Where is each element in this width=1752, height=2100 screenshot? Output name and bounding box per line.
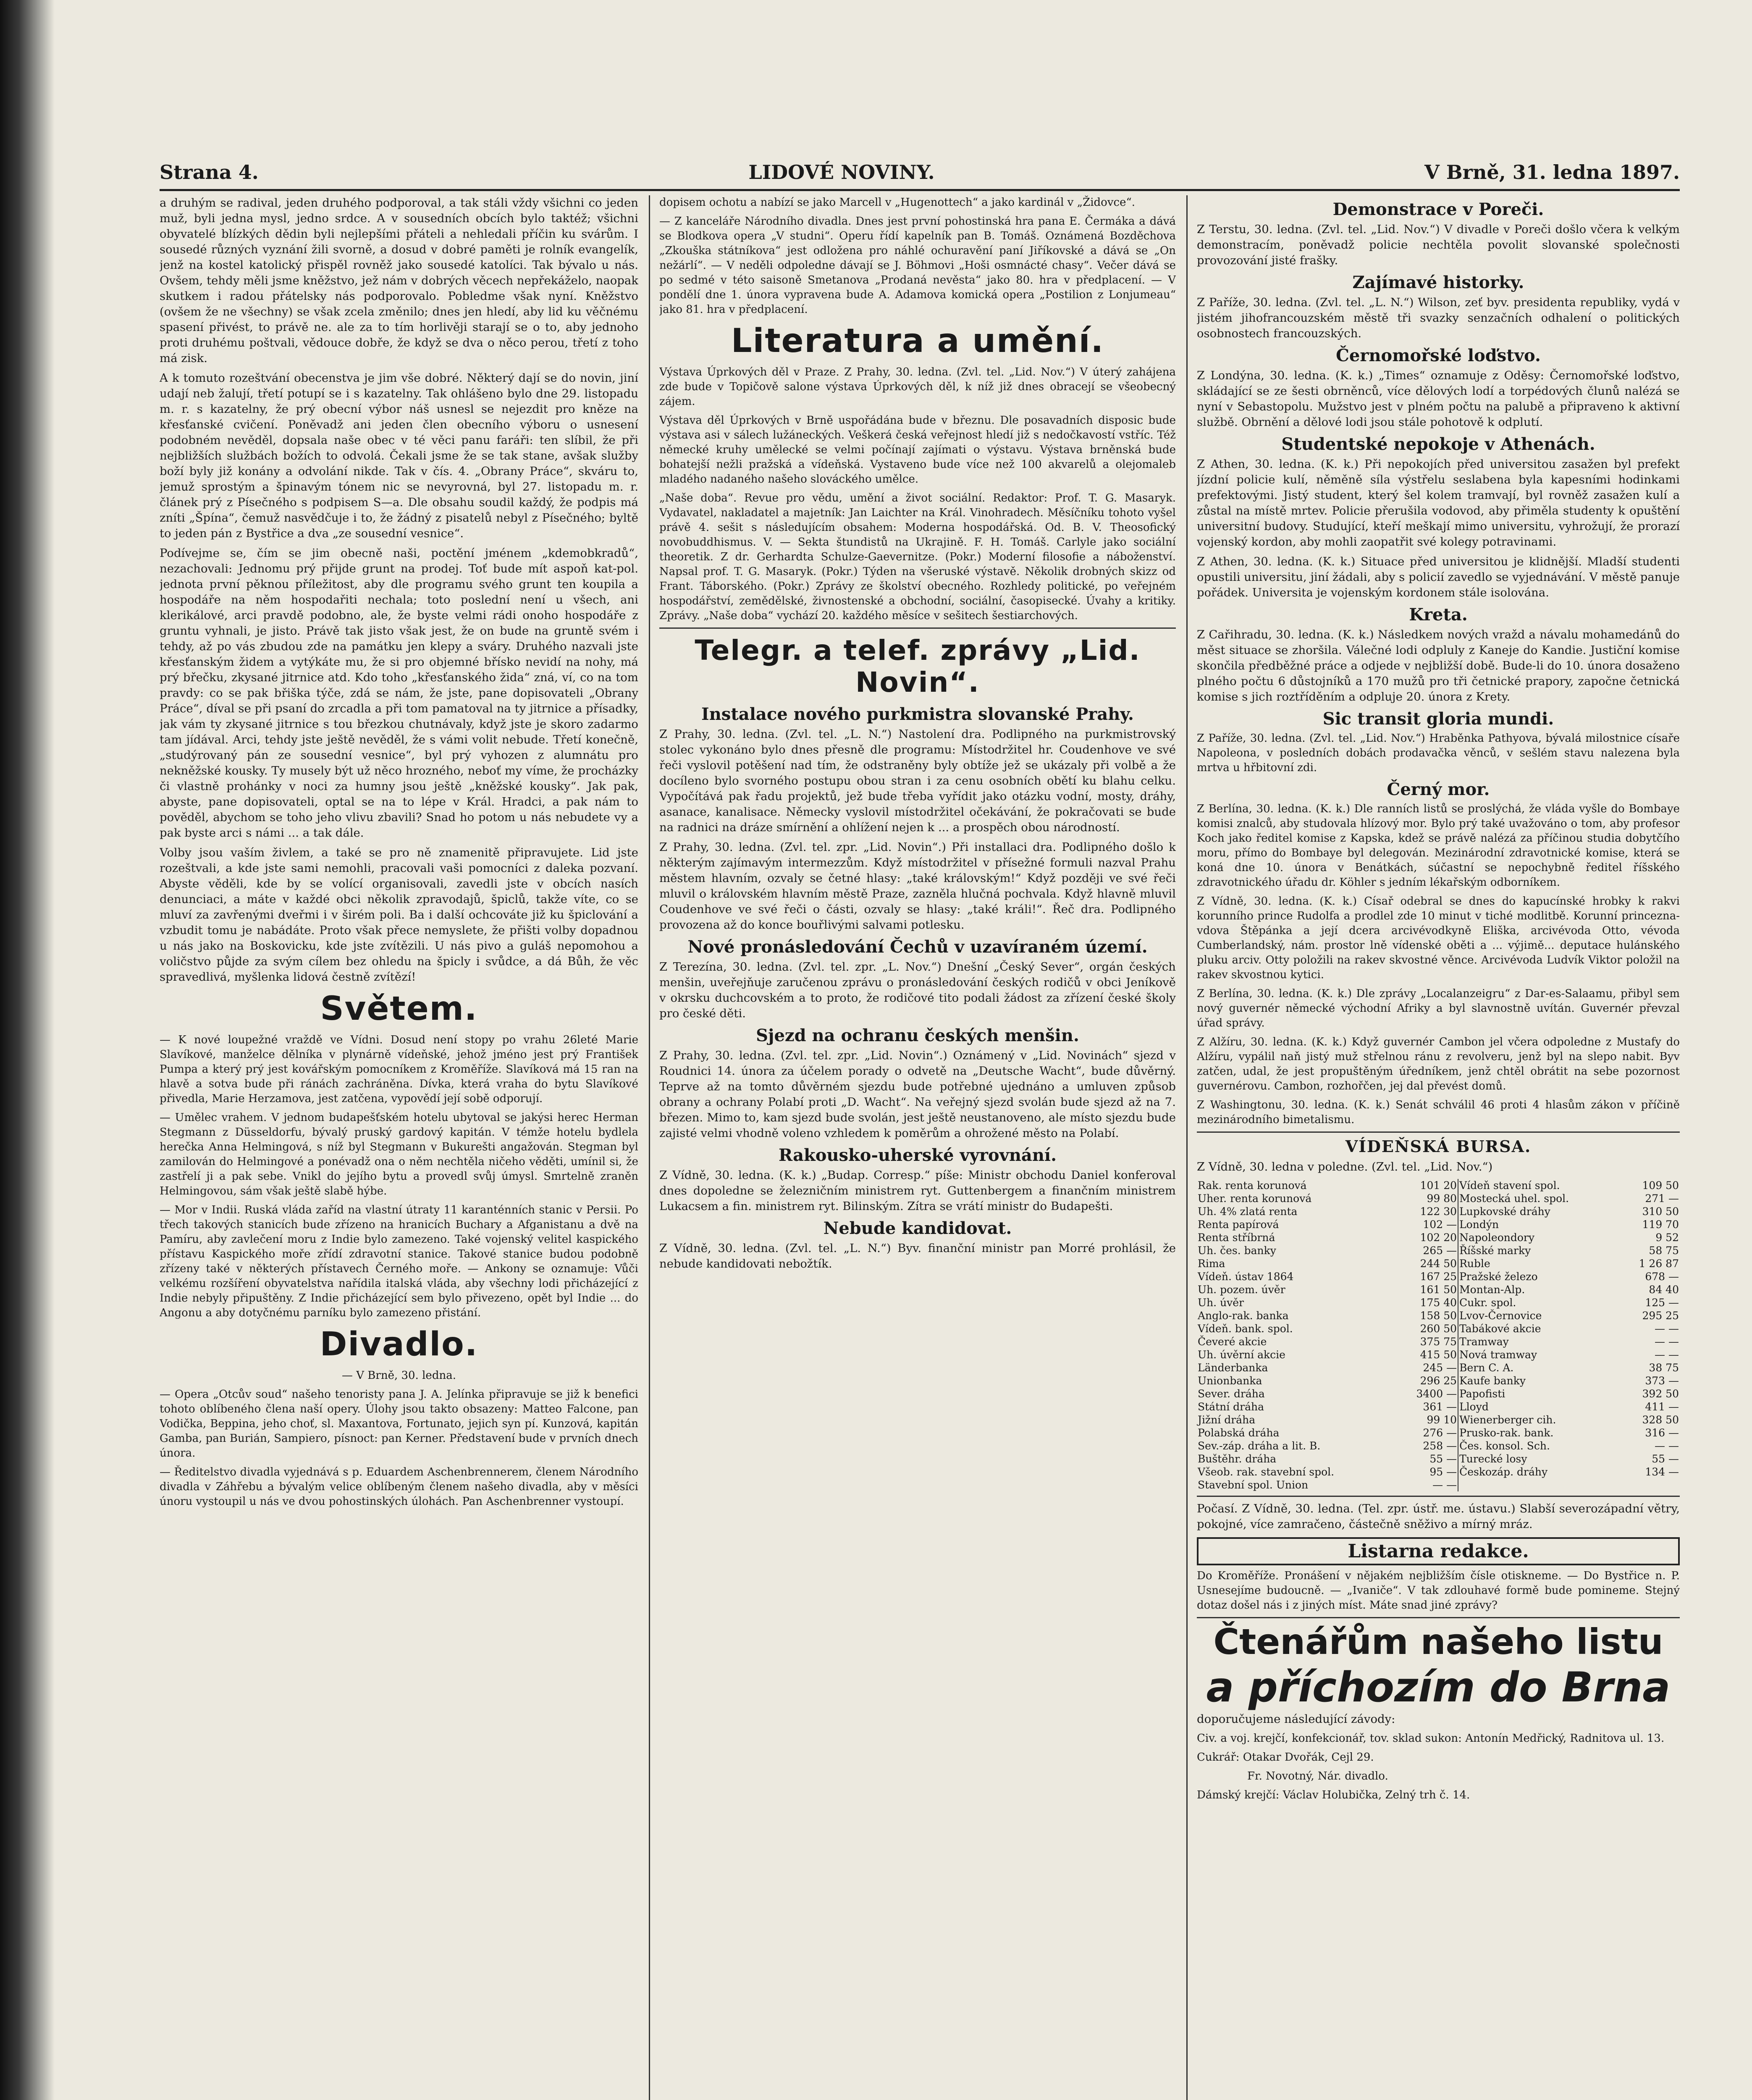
bursa-row — [1197, 1322, 1680, 1335]
article-paragraph: Z Athen, 30. ledna. (K. k.) Situace před universitou je klidnější. Mladší studenti opustili universitu, jiní žádali, aby s policií zavedlo se vyjednávání. V městě panuje pořádek. Universita je vojenským kordonem stále isolována. — [1197, 555, 1680, 599]
bursa-security-name: Čeveré akcie — [1198, 1336, 1267, 1348]
bursa-security-name: Cukr. spol. — [1458, 1296, 1619, 1309]
advert-entry: Dámský krejčí: Václav Holubička, Zelný trh č. 14. — [1197, 1789, 1470, 1801]
bursa-security-name: Uh. úvěr — [1198, 1297, 1244, 1309]
advert-banner-line2: a příchozím do Brna — [1206, 1664, 1671, 1712]
bursa-security-name: Vídeň. ústav 1864 — [1198, 1270, 1294, 1283]
bursa-security-price: 134 — — [1645, 1466, 1679, 1478]
bursa-security-name: Sev.-záp. dráha a lit. B. — [1198, 1440, 1321, 1452]
bursa-security-name: Sever. dráha — [1198, 1388, 1265, 1400]
news-item: Výstava Úprkových děl v Praze. Z Prahy, 30. ledna. (Zvl. tel. „Lid. Nov.“) V úterý zahájena zde bude v Topičově salone výstava Úprkových děl, k níž již dnes obracejí se všeobecný zájem. — [659, 366, 1176, 408]
bursa-security-price: 158 50 — [1420, 1310, 1457, 1322]
bursa-security-name: Lloyd — [1458, 1400, 1619, 1413]
bursa-security-price: 316 — — [1645, 1427, 1679, 1439]
column-3 — [1197, 195, 1680, 2100]
bursa-security-price: 9 52 — [1655, 1231, 1679, 1244]
article-paragraph: Z Terstu, 30. ledna. (Zvl. tel. „Lid. Nov.“) V divadle v Poreči došlo včera k velkým demonstracím, poněvadž policie nechtěla povolit slovanské společnosti provozování jisté frašky. — [1197, 223, 1680, 267]
news-item: — Ředitelstvo divadla vyjednává s p. Eduardem Aschenbrennerem, členem Národního divadla v Záhřebu a bývalým velice oblíbeným členem našeho divadla, aby v měsíci únoru vystoupil u nás ve dvou pohostinských úlohách. Pan Aschenbrenner vystoupí. — [160, 1466, 638, 1508]
bursa-security-price: 102 20 — [1420, 1231, 1457, 1244]
bursa-security-name: Unionbanka — [1198, 1375, 1262, 1387]
bursa-security-name: Prusko-rak. bank. — [1458, 1426, 1619, 1439]
section-divider — [659, 627, 1176, 629]
bursa-security-price: 328 50 — [1642, 1414, 1679, 1426]
bursa-security-price: 411 — — [1645, 1401, 1679, 1413]
bursa-security-price: 245 — — [1423, 1362, 1457, 1374]
column-1 — [160, 195, 638, 2100]
bursa-security-price: — — — [1655, 1323, 1679, 1335]
bursa-security-price: 373 — — [1645, 1375, 1679, 1387]
section-divider — [1197, 1496, 1680, 1497]
bursa-security-name: Länderbanka — [1198, 1362, 1268, 1374]
bursa-security-name: Wienerberger cih. — [1458, 1413, 1619, 1426]
bursa-security-price: 167 25 — [1420, 1270, 1457, 1283]
bursa-heading: VÍDEŇSKÁ BURSA. — [1345, 1137, 1532, 1156]
bursa-security-price: — — — [1655, 1336, 1679, 1348]
headline: Rakousko-uherské vyrovnání. — [778, 1145, 1057, 1165]
bursa-security-name: Londýn — [1458, 1218, 1619, 1231]
dateline: — V Brně, 30. ledna. — [342, 1369, 456, 1382]
bursa-row — [1197, 1205, 1680, 1218]
bursa-security-price — [1619, 1478, 1680, 1491]
headline: Studentské nepokoje v Athenách. — [1281, 434, 1595, 454]
listarna-heading: Listarna redakce. — [1197, 1537, 1680, 1565]
section-heading-telegrams: Telegr. a telef. zprávy „Lid. Novin“. — [695, 634, 1141, 698]
bursa-row — [1197, 1231, 1680, 1244]
weather-report: Počasí. Z Vídně, 30. ledna. (Tel. zpr. ústř. me. ústavu.) Slabší severozápadní větry, pokojné, více zamračeno, částečně sněživo a mírný mráz. — [1197, 1502, 1680, 1531]
headline: Demonstrace v Poreči. — [1332, 200, 1544, 219]
bursa-row — [1197, 1192, 1680, 1205]
bursa-table — [1197, 1179, 1680, 1491]
article-paragraph: Z Vídně, 30. ledna. (Zvl. tel. „L. N.“) Byv. finanční ministr pan Morré prohlásil, že nebude kandidovati nebožtík. — [659, 1242, 1176, 1270]
bursa-row — [1197, 1309, 1680, 1322]
bursa-security-price: 244 50 — [1420, 1257, 1457, 1270]
bursa-row — [1197, 1387, 1680, 1400]
bursa-security-name: Buštěhr. dráha — [1198, 1453, 1277, 1465]
article-paragraph: Z Paříže, 30. ledna. (Zvl. tel. „L. N.“) Wilson, zeť byv. presidenta republiky, vydá v jistém jihofrancouzském městě tři svazky senzačních odhalení o politických osobnostech francouzských. — [1197, 296, 1680, 340]
bursa-security-name: Polabská dráha — [1198, 1427, 1280, 1439]
news-item: — Opera „Otcův soud“ našeho tenoristy pana J. A. Jelínka připravuje se již k benefici tohoto oblíbeného člena naší opery. Úlohy jsou takto obsazeny: Matteo Falcone, pan Vodička, Beppina, jeho choť, sl. Maxantova, Fortunato, jejich syn pí. Kunzová, kapitán Gamba, pan Burián, Sampiero, písnoct: pan Kerner. Představení bude v prvních dnech února. — [160, 1388, 638, 1460]
header-rule — [160, 189, 1680, 191]
headline: Nebude kandidovat. — [823, 1218, 1012, 1238]
bursa-row — [1197, 1348, 1680, 1361]
page-header — [160, 160, 1680, 185]
article-paragraph: Z Cařihradu, 30. ledna. (K. k.) Následkem nových vražd a návalu mohamedánů do měst situace se zhoršila. Válečné lodi odpluly z Kaneje do Kandie. Justiční komise skončila předběžné práce a odjede v nejbližší době. Bude-li do 10. února dosaženo plného počtu 6 důstojníků a 170 mužů pro tři četnické prapory, započne četnická komise s jich roztříděním a odpluje 20. února z Krety. — [1197, 628, 1680, 704]
bursa-security-price: 265 — — [1423, 1244, 1457, 1257]
bursa-security-name: Uh. 4% zlatá renta — [1198, 1205, 1298, 1218]
masthead-title: LIDOVÉ NOVINY. — [748, 161, 935, 184]
bursa-security-name: Uh. úvěrní akcie — [1198, 1349, 1285, 1361]
article-paragraph: Z Terezína, 30. ledna. (Zvl. tel. zpr. „L. Nov.“) Dnešní „Český Sever“, orgán českých menšin, uveřejňuje zaručenou zprávu o pronásledování českých rodičů v obci Jeníkově v okrsku duchcovském a to proto, že rodičové tito podali žádost za zřízení české školy pro české děti. — [659, 960, 1176, 1020]
bursa-security-price: 271 — — [1645, 1192, 1679, 1205]
bursa-security-name: Vídeň. bank. spol. — [1198, 1323, 1293, 1335]
article-paragraph: Z Athen, 30. ledna. (K. k.) Při nepokojích před universitou zasažen byl prefekt jízdní policie kulí, něměně síla výstřelu seslabena byla kapesními hodinkami prefektovými. Jistý student, který šel kolem tramvají, byl rovněž zasažen kulí a zůstal na místě mrtev. Policie přerušila vodovod, aby přiměla studenty k opuštění universitní budovy. Studující, kteří meškají mimo universitu, vyhrožují, že prorazí vojenský kordon, aby mohli zaopatřit své kolegy potravinami. — [1197, 457, 1680, 549]
bursa-security-name: Rima — [1198, 1257, 1225, 1270]
bursa-security-price: 415 50 — [1420, 1349, 1457, 1361]
bursa-security-name: Tramway — [1458, 1335, 1619, 1348]
bursa-security-price: 101 20 — [1420, 1179, 1457, 1192]
bursa-row — [1197, 1426, 1680, 1439]
bursa-security-name: Nová tramway — [1458, 1348, 1619, 1361]
article-paragraph: Z Washingtonu, 30. ledna. (K. k.) Senát schválil 46 proti 4 hlasům zákon v příčině mezinárodního bimetalismu. — [1197, 1099, 1680, 1126]
bursa-security-name: Anglo-rak. banka — [1198, 1310, 1289, 1322]
bursa-security-price: 58 75 — [1649, 1244, 1679, 1257]
bursa-security-name: Uh. čes. banky — [1198, 1244, 1276, 1257]
bursa-subtitle: Z Vídně, 30. ledna v poledne. (Zvl. tel. „Lid. Nov.“) — [1197, 1160, 1493, 1173]
news-item: — Z kanceláře Národního divadla. Dnes jest první pohostinská hra pana E. Čermáka a dává se Blodkova opera „V studni“. Operu řídí kapelník pan B. Tomáš. Oznámená Bozděchova „Zkouška státníkova“ jest odložena pro náhlé ochuravění paní Jiříkovské a dává se „On nežárlí“. — V neděli odpoledne dávají se J. Böhmovi „Hoši osmnácté chasy“. Večer dává se po sedmé v této saisoně Smetanova „Prodaná nevěsta“ jako 80. hra v předplacení. — V pondělí dne 1. února vypravena bude A. Adamova komická opera „Postilion z Lonjumeau“ jako 81. hra v předplacení. — [659, 215, 1176, 316]
bursa-security-name: Ruble — [1458, 1257, 1619, 1270]
headline: Zajímavé historky. — [1352, 273, 1524, 292]
bursa-security-price: 109 50 — [1642, 1179, 1679, 1192]
bursa-security-name: Mostecká uhel. spol. — [1458, 1192, 1619, 1205]
bursa-security-price: 119 70 — [1642, 1218, 1679, 1231]
bursa-security-price: 310 50 — [1642, 1205, 1679, 1218]
book-binding-edge — [0, 0, 55, 2100]
news-item: — Umělec vrahem. V jednom budapešťském hotelu ubytoval se jakýsi herec Herman Stegmann z Düsseldorfu, bývalý pruský gardový kapitán. V témže hotelu bydlela herečka Anna Helmingová, s níž byl Stegmann v Bukurešti angažován. Stegman byl zamilován do Helmingové a ponévadž ona o něm nechtěla ničeho věděti, umínil si, že zastřelí ji a pak sebe. Vnikl do jejího bytu a provedl svůj úmysl. Smrtelně zraněn Helmingovou, sám však ještě slabě hýbe. — [160, 1111, 638, 1197]
bursa-security-price: 392 50 — [1642, 1388, 1679, 1400]
headline: Nové pronásledování Čechů v uzavíraném území. — [687, 937, 1148, 957]
article-paragraph: Z Prahy, 30. ledna. (Zvl. tel. zpr. „Lid. Novin“.) Při installaci dra. Podlipného došlo k některým zajímavým intermezzům. Když místodržitel v přísežné formuli nazval Prahu městem hlavním, ozvaly se četné hlasy: „také královským!“ Když později ve své řeči mluvil o královském hlavním městě Praze, zazněla hlučná pochvala. Když hlavně mluvil Coudenhove ve své řeči o části, ozvaly se hlasy: „také králi!“. Řeč dra. Podlipného provozena až do konce bouřlivými salvami potlesku. — [659, 840, 1176, 932]
bursa-security-price: 102 — — [1423, 1218, 1457, 1231]
headline: Černý mor. — [1387, 780, 1490, 799]
article-paragraph: A k tomuto rozeštvání obecenstva je jim vše dobré. Některý dají se do novin, jiní udají neb žalují, třetí potupí se i s kazatelny. Tak ohlášeno bylo dne 29. listopadu m. r. s kazatelny, že prý obecní výbor náš usnesl se nejezdit pro kněze na křesťanské cvičení. Poněvadž ani jeden člen obecního výboru o usnesení podobném nevěděl, dopsala naše obec v té věci panu faráři: ten slíbil, že při nejbližších službách božích to odvolá. Čekali jsme že se tak stane, avšak služby boží byly již konány a odvolání nikde. Tak v čís. 4. „Obrany Práce“, skváru to, jemuž sprostým a špinavým tónem nic se nevyrovná, byl 27. listopadu m. r. článek prý z Písečného s podpisem S—a. Dle obsahu soudil každý, že podpis má zníti „Špína“, čemuž nasvědčuje i to, že žádný z pisatelů nebyl z Písečného; byltě to jeden pán z Bystřice a dva „ze sousední vesnice“. — [160, 371, 638, 540]
bursa-security-price: 99 10 — [1427, 1414, 1457, 1426]
bursa-security-name: Českozáp. dráhy — [1458, 1465, 1619, 1478]
bursa-security-price: 3400 — — [1416, 1388, 1457, 1400]
page-number: Strana 4. — [160, 161, 259, 184]
bursa-security-name: Uh. pozem. úvěr — [1198, 1284, 1285, 1296]
bursa-security-name: Kaufe banky — [1458, 1374, 1619, 1387]
column-rule — [649, 195, 650, 2100]
bursa-security-name: Montan-Alp. — [1458, 1283, 1619, 1296]
bursa-security-name: Říšské marky — [1458, 1244, 1619, 1257]
bursa-security-price: — — — [1655, 1440, 1679, 1452]
bursa-row — [1197, 1400, 1680, 1413]
article-paragraph: Z Prahy, 30. ledna. (Zvl. tel. „L. N.“) Nastolení dra. Podlipného na purkmistrovský stolec vykonáno bylo dnes přesně dle programu: Místodržitel hr. Coudenhove ve své řeči vyslovil potěšení nad tím, že odstraněny byly obtíže jež se ukázaly při volbě a že docíleno bylo svorného postupu obou stran i za cenu osobních obětí ku blahu celku. Vypočítává pak řadu projektů, jež bude třeba vyřídit jako otázku vodní, mosty, dráhy, asanace, kanalisace. Německy vyslovil místodržitel očekávání, že pokračovati se bude na radnici na dráze smírnění a ohlížení nejen k ... a prospěch obou národností. — [659, 727, 1176, 834]
bursa-row — [1197, 1296, 1680, 1309]
bursa-security-price: 84 40 — [1649, 1284, 1679, 1296]
bursa-security-name: Bern C. A. — [1458, 1361, 1619, 1374]
article-paragraph: Z Berlína, 30. ledna. (K. k.) Dle ranních listů se proslýchá, že vláda vyšle do Bombaye komisi znalců, aby studovala hlízový mor. Bylo prý také uvažováno o tom, aby profesor Koch jako ředitel komise z Kapska, kdež se právě nalézá za příčinou studia dobytčího moru, přímo do Bombaye byl delegován. Mezinárodní zdravotnické komise, která se koná dne 10. února v Benátkách, súčastní se nepochybně ředitel říšského zdravotnického úřadu dr. Köhler s jedním lékařským odborníkem. — [1197, 803, 1680, 889]
bursa-security-price: 296 25 — [1420, 1375, 1457, 1387]
bursa-security-price: 161 50 — [1420, 1284, 1457, 1296]
article-paragraph: Z Londýna, 30. ledna. (K. k.) „Times“ oznamuje z Oděsy: Černomořské loďstvo, skládající se ze šesti obrněnců, více dělových lodí a torpédových člunů nalézá se nyní v Sebastopolu. Mužstvo jest v plném počtu na palubě a připraveno k aktivní službě. Obrnění a dělové lodi jsou stále pohotově k odplutí. — [1197, 369, 1680, 429]
bursa-security-name: Renta stříbrná — [1198, 1231, 1275, 1244]
section-divider — [1197, 1131, 1680, 1133]
article-paragraph: Z Alžíru, 30. ledna. (K. k.) Když guvernér Cambon jel včera odpoledne z Mustafy do Alžíru, vypálil naň jistý muž střelnou ránu z revolveru, jenž byl na slepo nabit. Byv zatčen, udal, že jest propuštěným úředníkem, jenž chtěl obrátit na sebe pozornost guvernérovu. Cambon, rozhořčen, jej dal převést domů. — [1197, 1036, 1680, 1092]
section-heading-divadlo: Divadlo. — [320, 1326, 478, 1363]
bursa-row — [1197, 1413, 1680, 1426]
bursa-security-price: 55 — — [1429, 1453, 1457, 1465]
bursa-row — [1197, 1283, 1680, 1296]
bursa-security-price: 38 75 — [1649, 1362, 1679, 1374]
bursa-security-name: Napoleondory — [1458, 1231, 1619, 1244]
bursa-security-price: — — — [1655, 1349, 1679, 1361]
bursa-security-price: 122 30 — [1420, 1205, 1457, 1218]
article-paragraph: Volby jsou vaším živlem, a také se pro ně znamenitě připravujete. Lid jste rozeštvali, a kde jste sami nemohli, pracovali vaši pomocníci z daleka pozvaní. Abyste věděli, kde by se volící organisovali, zavedli jste v obcích nasích denunciaci, a máte v každé obci několik zpravodajů, špiclů, takže víte, co se mluví za zavřenými dveřmi i v širém poli. Ba i další ochcováte již ku špiclování a vzbudit tomu je nabádáte. Proto však přece nemyslete, že přišti volby dopadnou u nás jako na Boskovicku, kde jste zvítězili. U nás pivo a guláš nepomohou a voličstvo půjde za svým cílem bez ohledu na špicly i svůdce, a dá Bůh, že věc spravedlivá, myšlenka lidová čestně zvítězí! — [160, 846, 638, 984]
bursa-row — [1197, 1361, 1680, 1374]
advert-entry: Civ. a voj. krejčí, konfekcionář, tov. sklad sukon: Antonín Medřický, Radnitova ul. 13. — [1197, 1732, 1665, 1745]
bursa-security-name: Rak. renta korunová — [1198, 1179, 1307, 1192]
bursa-security-price: 295 25 — [1642, 1310, 1679, 1322]
bursa-row — [1197, 1218, 1680, 1231]
article-paragraph: Z Paříže, 30. ledna. (Zvl. tel. „Lid. Nov.“) Hraběnka Pathyova, bývalá milostnice císaře Napoleona, v posledních dobách prodavačka věnců, v sešlém stavu nalezena byla mrtva u hřbitovní zdi. — [1197, 732, 1680, 774]
bursa-security-name: Pražské železo — [1458, 1270, 1619, 1283]
bursa-row — [1197, 1335, 1680, 1348]
bursa-security-price: 678 — — [1645, 1270, 1679, 1283]
bursa-security-name: Renta papírová — [1198, 1218, 1279, 1231]
article-paragraph: a druhým se radival, jeden druhého podporoval, a tak stáli vždy všichni co jeden muž, byli jedna mysl, jedno srdce. A v sousedních obcích bylo taktéž; všichni obyvatelé blízkých dědin byli nejlepšími přáteli a nehledali příčin ku svárům. I sousedé různých vyznání žili svorně, a dosud v dobré paměti je rolník evangelík, jenž na kostel katolický přispěl rovněž jako sousedé katolíci. Tak bývalo u nás. Ovšem, tehdy měli jsme kněžstvo, jež nám v dobrých věcech nepřekáželo, naopak skutkem i radou přátelsky nás podporovalo. Pobledme však nyní. Kněžstvo (ovšem že ne všechny) se však zcela změnilo; dnes jen hledí, aby lid ku věčnému spasení přivést, to právě ne. ale za to tím horlivěji starají se o to, aby jednoho proti druhému poštvali, vědouce dobře, že když se dva o něco perou, třetí z toho má zisk. — [160, 196, 638, 365]
bursa-row — [1197, 1374, 1680, 1387]
article-paragraph: Z Prahy, 30. ledna. (Zvl. tel. zpr. „Lid. Novin“.) Oznámený v „Lid. Novinách“ sjezd v Roudnici 14. února za účelem porady o odvetě na „Deutsche Wacht“, bude důvěrný. Teprve až na tomto důvěrném sjezdu bude potřebné ujednáno a umluven způsob obrany a ochrany Polabí proti „D. Wacht“. Na veřejný sjezd svolán bude sjezd až na 7. březen. Mimo to, kam sjezd bude svolán, jest ještě neustanoveno, ale místo sjezdu bude zajisté velmi vhodně voleno vzhledem k poměrům a ohrožené město na Polabí. — [659, 1049, 1176, 1140]
bursa-security-price: 375 75 — [1420, 1336, 1457, 1348]
issue-date: V Brně, 31. ledna 1897. — [1424, 161, 1680, 184]
bursa-security-name: Turecké losy — [1458, 1452, 1619, 1465]
bursa-row — [1197, 1257, 1680, 1270]
bursa-security-price: 361 — — [1423, 1401, 1457, 1413]
bursa-security-name: Tabákové akcie — [1458, 1322, 1619, 1335]
bursa-row — [1197, 1439, 1680, 1452]
bursa-security-name: Všeob. rak. stavební spol. — [1198, 1466, 1335, 1478]
bursa-security-name: Čes. konsol. Sch. — [1458, 1439, 1619, 1452]
advert-subtitle: doporučujeme následující závody: — [1197, 1712, 1395, 1726]
section-divider — [1197, 1617, 1680, 1618]
bursa-row — [1197, 1179, 1680, 1192]
bursa-security-price: 260 50 — [1420, 1323, 1457, 1335]
section-heading-svetem: Světem. — [320, 990, 478, 1028]
bursa-row — [1197, 1465, 1680, 1478]
bursa-security-price: 276 — — [1423, 1427, 1457, 1439]
bursa-security-name — [1458, 1478, 1619, 1491]
article-paragraph: Z Vídně, 30. ledna. (K. k.) Císař odebral se dnes do kapucínské hrobky k rakvi korunního prince Rudolfa a prodlel zde 10 minut v tiché modlitbě. Korunní princezna-vdova Štěpánka a její dcera arcivévodkyně Eliška, arcivévoda Otto, vévoda Cumberlandský, nám. prostor lně vídenské oběti a ... výjimě... deputace hulánského pluku arciv. Otty položili na rakev skvostné věnce. Arcivévoda Ludvík Viktor položil na rakev skvostnou kytici. — [1197, 895, 1680, 981]
column-2 — [659, 195, 1176, 2100]
bursa-row — [1197, 1478, 1680, 1491]
bursa-security-name: Lupkovské dráhy — [1458, 1205, 1619, 1218]
news-item: — Mor v Indii. Ruská vláda zaříd na vlastní útraty 11 karanténních stanic v Persii. Po třech takových stanicích bude zřízeno na hranicích Buchary a Afganistanu a dvě na Pamíru, aby zavlečení moru z Indie bylo zamezeno. Také vojenský velitel kaspického přístavu Kaspického moře zřídí zdravotní stanice. Takové stanice budou podobně zřízeny také v některých přístavech Černého moře. — Ankony se oznamuje: Vůči velkému rozšíření obyvatelstva nařídila italská vláda, aby všechny lodi přicházející z Indie nebyly připuštěny. Z Indie přicházející sem bylo přivezeno, opět byl Indie ... do Angonu a aby dotyčnému parníku bylo zamezeno přistání. — [160, 1204, 638, 1319]
bursa-security-name: Stavební spol. Union — [1198, 1479, 1309, 1491]
bursa-security-price: 258 — — [1423, 1440, 1457, 1452]
news-item: „Naše doba“. Revue pro vědu, umění a život sociální. Redaktor: Prof. T. G. Masaryk. Vydavatel, nakladatel a majetník: Jan Laichter na Král. Vinohradech. Měsíčníku tohoto vyšel právě 4. sešit s následujícím obsahem: Moderna hospodářská. Od. B. V. Theosofický novobuddhismus. V. — Sekta štundistů na Ukrajině. F. H. Tomáš. Carlyle jako sociální theoretik. Z dr. Gerhardta Schulze-Gaevernitze. (Pokr.) Moderní filosofie a náboženství. Napsal prof. T. G. Masaryk. (Pokr.) Týden na všeruské výstavě. Několik drobných skizz od Frant. Táborského. (Pokr.) Zprávy ze školství obecného. Rozhledy politické, po veřejném hospodářství, zemědělské, živnostenské a obchodní, sociální, časopisecké. Úvahy a kritiky. Zprávy. „Naše doba“ vychází 20. každého měsíce v sešitech šestiarchových. — [659, 492, 1176, 622]
bursa-security-price: 55 — — [1652, 1453, 1679, 1465]
bursa-security-price: 99 80 — [1427, 1192, 1457, 1205]
advert-banner-line1: Čtenářům našeho listu — [1213, 1621, 1663, 1662]
bursa-security-name: Lvov-Černovice — [1458, 1309, 1619, 1322]
column-rule — [1186, 195, 1188, 2100]
advert-entry: Fr. Novotný, Nár. divadlo. — [1247, 1770, 1388, 1782]
bursa-row — [1197, 1244, 1680, 1257]
bursa-row — [1197, 1452, 1680, 1465]
bursa-security-price: 1 26 87 — [1639, 1257, 1679, 1270]
news-item: Výstava děl Úprkových v Brně uspořádána bude v březnu. Dle posavadních disposic bude výstava asi v sálech lužáneckých. Veškerá česká veřejnost hledí již s nedočkavostí vstříc. Též německé kruhy umělecké se velmi počínají zajímati o výstavu. Výstava brněnská bude bohatejší nežli pražská a vídeňská. Vystaveno bude více než 100 akvarelů a olejomaleb mladého nadaného našeho slováckého umělce. — [659, 414, 1176, 486]
bursa-security-name: Vídeň stavení spol. — [1458, 1179, 1619, 1192]
bursa-security-name: Státní dráha — [1198, 1401, 1264, 1413]
article-paragraph: Z Vídně, 30. ledna. (K. k.) „Budap. Corresp.“ píše: Ministr obchodu Daniel konferoval dnes dopoledne se železničním ministrem ryt. Guttenbergem a finančním ministrem Lukacsem a fin. ministrem ryt. Bilinským. Zítra se vrátí ministr do Budapešti. — [659, 1168, 1176, 1213]
news-item: — K nové loupežné vraždě ve Vídni. Dosud není stopy po vrahu 26leté Marie Slavíkové, manželce dělníka v plynárně vídeňské, jehož jméno jest prý František Pumpa a který prý jest kovářským pomocníkem z Kroměříže. Slavíková má 15 ran na hlavě a sotva bude při ránách zachráněna. Dívka, která vraha do bytu Slavíkové přivedla, Marie Herzamova, jest zatčena, vypovědí její sobě odporují. — [160, 1034, 638, 1105]
headline: Černomořské loďstvo. — [1336, 346, 1541, 365]
bursa-security-price: — — — [1432, 1479, 1457, 1491]
bursa-security-name: Papofisti — [1458, 1387, 1619, 1400]
article-paragraph: Podívejme se, čím se jim obecně naši, poctění jménem „kdemobkradů“, nezachovali: Jednomu prý přijde grunt na prodej. Toť bude mít aspoň kat-pol. jednota první pěknou příležitost, aby dle programu svého grunt ten koupila a hospodáře na něm hospodařiti nechala; toto poslední není u všech, ani klerikálové, arci pravdě podobno, ale, že byste velmi rádi onoho hospodáře z gruntu vyhnali, je jisto. Právě tak jisto však jest, že on bude na gruntě svém i tehdy, až po vás zbudou zde na památku jen klepy a sváry. Druhého nazvali jste křesťanským židem a vytýkáte mu, že si pro objemné břísko nevidí na nohy, má prý břečku, zkysané jitrnice atd. Kdo toho „křesťanského žida“ zná, ví, co na tom pravdy: co se pak břiška týče, zdá se nám, že jste, pane dopisovateli „Obrany Práce“, díval se při psaní do zrcadla a při tom pamatoval na ty jitrnice a přísadky, jak vám ty zkysané jitrnice s tou březkou chutnávaly, když jste je skoro zadarmo tam jídával. Arci, tehdy jste ještě nevěděl, že s vámi volit nebude. Třetí konečně, „studýrovaný pán ze sousední vesnice“, byl prý vyhozen z alumnátu pro nekněžské kousky. Ty musely být už něco hrozného, neboť my víme, že procházky či vlastně prohánky v noci za humny jsou ještě „kněžské kousky“. Jak pak, abyste, pane dopisovateli, optal se na to lépe v Král. Hradci, a pak nám to pověděl, abychom se toho jeho vlivu zbavili? Snad ho potom u nás nebudete vy a pak byste arci s námi ... a tak dále. — [160, 546, 638, 840]
headline: Kreta. — [1409, 605, 1468, 625]
bursa-security-price: 125 — — [1645, 1297, 1679, 1309]
news-item: dopisem ochotu a nabízí se jako Marcell v „Hugenottech“ a jako kardinál v „Židovce“. — [659, 196, 1136, 209]
headline: Sjezd na ochranu českých menšin. — [756, 1026, 1079, 1045]
advert-entry: Cukrář: Otakar Dvořák, Cejl 29. — [1197, 1751, 1374, 1764]
headline: Instalace nového purkmistra slovanské Prahy. — [701, 704, 1134, 724]
bursa-security-name: Jižní dráha — [1198, 1414, 1256, 1426]
headline: Sic transit gloria mundi. — [1322, 709, 1554, 729]
bursa-security-price: 175 40 — [1420, 1297, 1457, 1309]
section-heading-literatura: Literatura a umění. — [731, 322, 1104, 360]
article-paragraph: Z Berlína, 30. ledna. (K. k.) Dle zprávy „Localanzeigru“ z Dar-es-Salaamu, přibyl sem nový guvernér německé východní Afriky a byl slavnostně uvítán. Guvernér převzal úřad správy. — [1197, 987, 1680, 1029]
bursa-security-name: Uher. renta korunová — [1198, 1192, 1312, 1205]
listarna-text: Do Kroměříže. Pronášení v nějakém nejbližším čísle otiskneme. — Do Bystřice n. P. Usnesejíme budoucně. — „Ivaniče“. V tak zdlouhavé formě bude pomineme. Stejný dotaz došel nás i z jiných míst. Máte snad jiné zprávy? — [1197, 1570, 1680, 1612]
bursa-row — [1197, 1270, 1680, 1283]
bursa-security-price: 95 — — [1429, 1466, 1457, 1478]
